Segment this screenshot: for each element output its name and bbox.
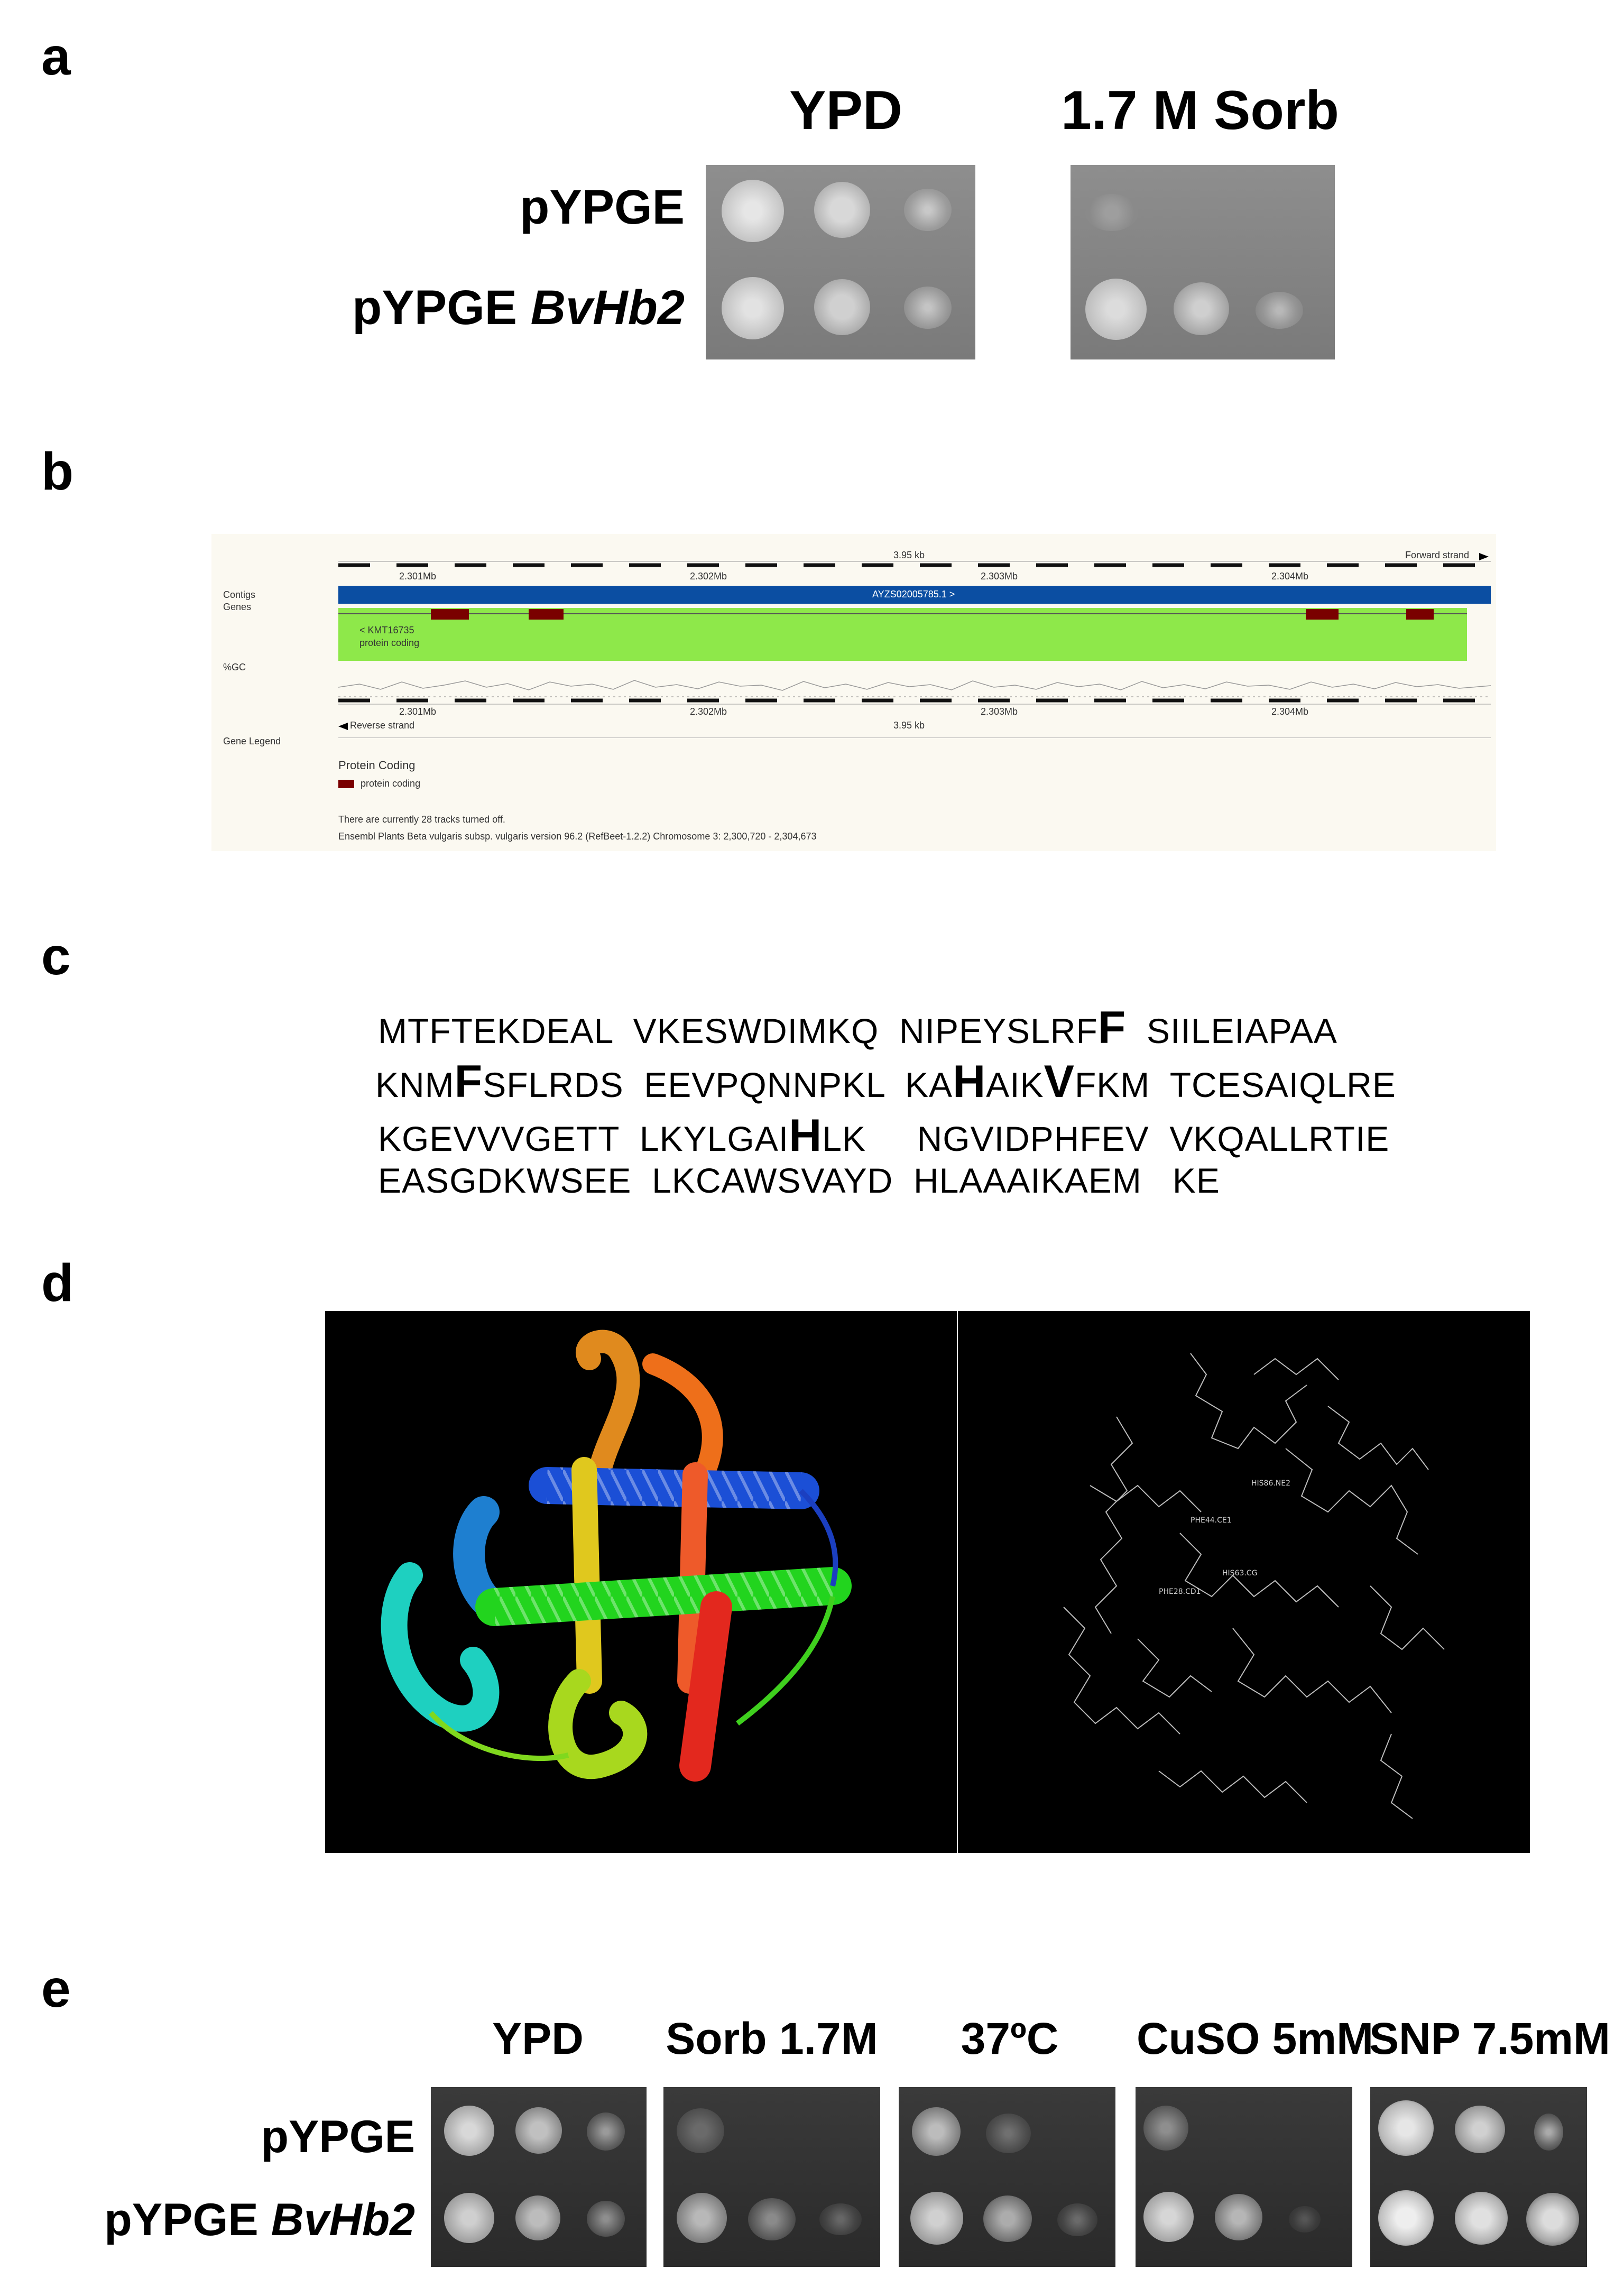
colony-spot [1526, 2193, 1579, 2246]
footer-ensembl-info: Ensembl Plants Beta vulgaris subsp. vulgaris version 96.2 (RefBeet-1.2.2) Chromosome 3: 2,300,720 - 2,304,673 [338, 831, 817, 842]
colony-spot [1378, 2100, 1434, 2156]
scale-bar-bottom [338, 697, 1491, 705]
colony-spot [677, 2193, 727, 2243]
panel-c-label: c [41, 927, 71, 986]
colony-spot [587, 2201, 625, 2237]
colony-spot [1534, 2114, 1563, 2151]
panel-a-row-pypge-bvhb2: pYPGE BvHb2 [352, 281, 685, 335]
colony-spot [983, 2195, 1032, 2242]
panel-d-label: d [41, 1253, 74, 1313]
colony-spot [444, 2193, 494, 2243]
track-label-contigs: Contigs [223, 589, 256, 600]
panel-a-column-sorb: 1.7 M Sorb [1061, 80, 1339, 141]
colony-spot [1174, 282, 1229, 335]
tick-label: 2.304Mb [1271, 571, 1309, 582]
reverse-arrow-icon [338, 723, 348, 730]
footer-tracks-off: There are currently 28 tracks turned off. [338, 814, 505, 825]
panel-e-row-pypge: pYPGE [261, 2111, 415, 2162]
panel-e-column-ypd: YPD [492, 2014, 584, 2063]
panel-e-column-cuso: CuSO 5mM [1137, 2014, 1374, 2063]
panel-e-column-37c: 37ºC [961, 2014, 1059, 2063]
panel-a-plate-sorb [1071, 165, 1335, 359]
sequence-line-4: EASGDKWSEE LKCAWSVAYD HLAAAIKAEM KE [378, 1161, 1220, 1200]
colony-spot [986, 2114, 1031, 2153]
colony-spot [910, 2192, 963, 2245]
stick-structure-drawing [958, 1311, 1530, 1853]
scale-bottom-label: 3.95 kb [893, 720, 925, 731]
colony-spot [1143, 2106, 1188, 2151]
colony-spot [1256, 292, 1303, 329]
track-label-gene-legend: Gene Legend [223, 736, 281, 746]
stick-structure-image [958, 1311, 1530, 1853]
panel-a-column-ypd: YPD [789, 80, 902, 141]
tick-label: 2.304Mb [1271, 706, 1309, 717]
gc-content-track [338, 666, 1491, 698]
colony-spot [515, 2195, 560, 2240]
panel-a-row-pypge: pYPGE [520, 180, 685, 234]
colony-spot [814, 182, 870, 238]
legend-item: protein coding [361, 778, 421, 789]
colony-spot [904, 189, 952, 231]
colony-spot [814, 279, 870, 335]
colony-spot [444, 2106, 494, 2156]
colony-spot [1085, 279, 1147, 340]
reverse-strand-label: Reverse strand [350, 720, 415, 731]
forward-strand-label: Forward strand [1405, 550, 1470, 560]
colony-spot [1215, 2194, 1262, 2240]
panel-e-plate-37c [899, 2087, 1115, 2267]
tick-label: 2.301Mb [399, 706, 437, 717]
colony-spot [1057, 2203, 1097, 2236]
residue-label: HIS86.NE2 [1251, 1479, 1291, 1488]
panel-e-column-snp: SNP 7.5mM [1369, 2014, 1610, 2063]
colony-spot [1085, 194, 1138, 231]
tick-label: 2.302Mb [690, 571, 727, 582]
legend-swatch [338, 780, 354, 788]
colony-spot [515, 2107, 562, 2154]
legend-heading: Protein Coding [338, 759, 416, 772]
panel-e-plate-cuso [1136, 2087, 1352, 2267]
ribbon-structure-drawing [325, 1311, 957, 1853]
colony-spot [722, 180, 784, 242]
gene-type: protein coding [359, 638, 420, 648]
colony-spot [677, 2108, 724, 2153]
forward-arrow-icon [1479, 553, 1489, 560]
panel-e-row-pypge-bvhb2: pYPGE BvHb2 [104, 2194, 415, 2245]
contig-label: AYZS02005785.1 > [872, 589, 955, 599]
residue-label: HIS63.CG [1222, 1569, 1258, 1577]
colony-spot [587, 2112, 625, 2151]
colony-spot [904, 287, 952, 329]
panel-e-plate-ypd [431, 2087, 647, 2267]
scale-bar-top [338, 560, 1491, 569]
sequence-line-2: KNMFSFLRDS EEVPQNNPKL KAHAIKVFKM TCESAIQLRE [375, 1056, 1396, 1107]
panel-a-label: a [41, 27, 71, 86]
exon-block [1306, 609, 1339, 620]
panel-e-plate-sorb [663, 2087, 880, 2267]
scale-top-label: 3.95 kb [893, 550, 925, 560]
exon-block [431, 609, 469, 620]
colony-spot [722, 277, 784, 339]
sequence-line-3: KGEVVVGETT LKYLGAIHLK NGVIDPHFEV VKQALLRTIE [378, 1110, 1390, 1161]
colony-spot [1455, 2192, 1508, 2245]
residue-label: PHE28.CD1 [1159, 1588, 1201, 1596]
track-label-genes: Genes [223, 602, 252, 612]
panel-a-plate-ypd [706, 165, 975, 359]
panel-e-plate-snp [1370, 2087, 1587, 2267]
panel-b-label: b [41, 442, 74, 501]
colony-spot [819, 2203, 862, 2235]
exon-block [1406, 609, 1434, 620]
tick-label: 2.301Mb [399, 571, 437, 582]
colony-spot [912, 2107, 961, 2156]
divider [338, 737, 1491, 738]
exon-block [529, 609, 564, 620]
gene-track-highlight [338, 608, 1467, 661]
panel-e-column-sorb: Sorb 1.7M [666, 2014, 878, 2063]
colony-spot [1289, 2206, 1321, 2232]
colony-spot [1378, 2190, 1434, 2246]
tick-label: 2.302Mb [690, 706, 727, 717]
track-label-gc: %GC [223, 662, 246, 672]
sequence-line-1: MTFTEKDEAL VKESWDIMKQ NIPEYSLRFF SIILEIAPAA [378, 1002, 1337, 1053]
gene-intron-line [338, 613, 1467, 614]
residue-label: PHE44.CE1 [1191, 1516, 1232, 1525]
colony-spot [748, 2198, 796, 2240]
ribbon-structure-image [325, 1311, 957, 1853]
colony-spot [1455, 2106, 1505, 2153]
colony-spot [1143, 2192, 1194, 2242]
tick-label: 2.303Mb [981, 571, 1018, 582]
gene-name: < KMT16735 [359, 625, 414, 635]
panel-e-label: e [41, 1959, 71, 2018]
genome-browser-view [211, 534, 1496, 851]
tick-label: 2.303Mb [981, 706, 1018, 717]
